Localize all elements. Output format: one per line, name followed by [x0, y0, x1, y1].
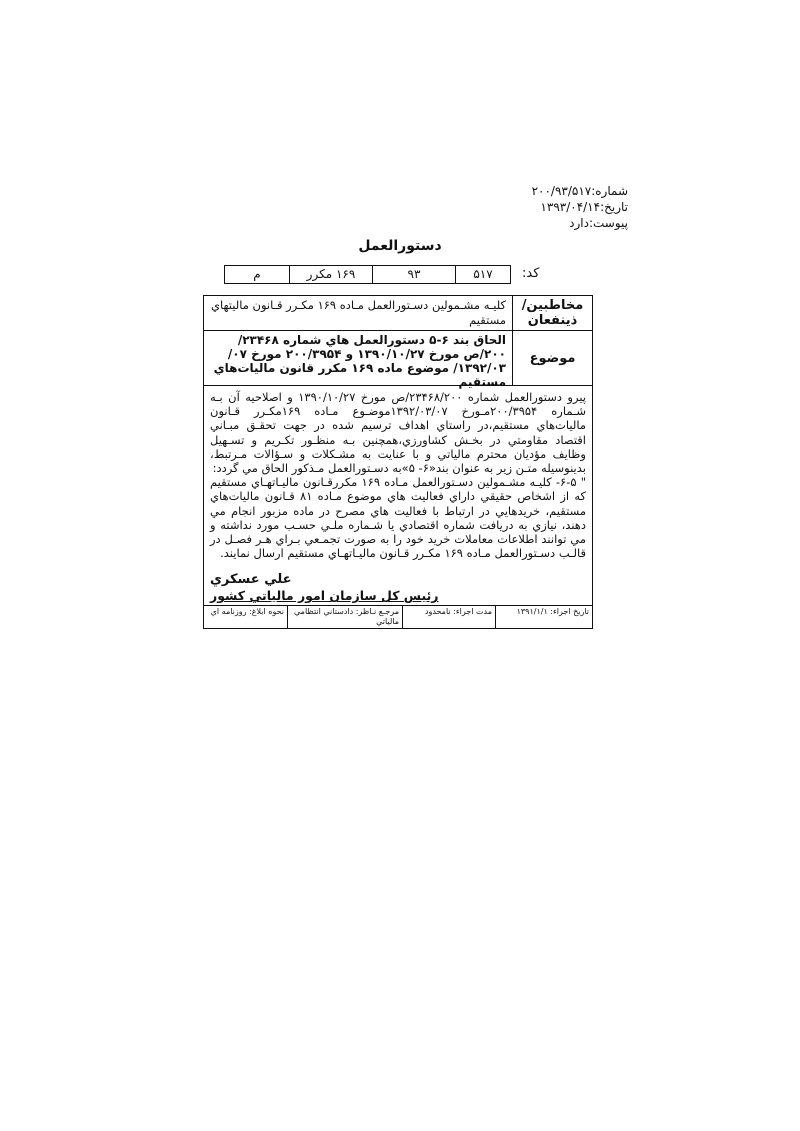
letter-attachment-label: پيوست: — [588, 216, 628, 230]
recipients-row — [204, 296, 592, 331]
signature-block — [204, 562, 592, 605]
subject-row — [204, 331, 592, 389]
body-paragraph-1: پيرو دستورالعمل شماره ۲۳۴۶۸/۲۰۰/ص مورخ ۱۳۹۰/۱۰/۲۷ و اصلاحيه آن بـه شـماره ۲۰۰/۳۹۵۴مـورخ ۱۳۹۲/۰۳/۰۷موضـوع مـاده ۱۶۹مکـرر قـانون ماليات‌هاي مستقيم،در راستاي اهداف ترسيم شده در جهت تحقـق مبـاني اقتصاد مقاومتي در بخـش کشاورزي،همچنين بـه منظـور تکـريم و تسـهيل وظايف مؤديان محترم مالياتي و با عنايت به مشـکلات و سـؤالات مـرتبط، بدينوسيله متـن زير به عنوان بند«۶- ۵»به دسـتورالعمل مـذکور الحاق مي گردد: — [210, 390, 586, 476]
letter-attachment-value: دارد — [569, 216, 589, 230]
body-text — [204, 386, 592, 562]
code-cell-article: ۱۶۹ مکرر — [289, 266, 372, 283]
letter-number-label: شماره: — [591, 184, 628, 198]
letter-number-value: ۲۰۰/۹۳/۵۱۷ — [531, 184, 592, 198]
letter-number — [532, 183, 628, 199]
signatory-name: علي عسکري — [210, 572, 292, 588]
code-cell-type: م — [253, 267, 261, 281]
document-title: دستورالعمل — [358, 238, 442, 254]
code-cell-year: ۹۳ — [372, 266, 455, 283]
main-table — [203, 295, 593, 629]
footer-reference: مرجـع نـاظر: دادستاني انتظامي مالياتي — [287, 606, 402, 628]
letter-attachment — [569, 215, 628, 231]
subject-label: موضوع — [512, 331, 592, 385]
recipients-label: مخاطبين/ ذينفعان — [512, 296, 592, 330]
footer-exec-date: تاريخ اجراء: ۱۳۹۱/۱/۱ — [495, 606, 592, 628]
letter-date-label: تاريخ: — [600, 200, 628, 214]
letter-date-value: ۱۳۹۳/۰۴/۱۴ — [540, 200, 601, 214]
signatory-role: رئيس کل سازمان امور مالياتي کشور — [210, 588, 439, 604]
letter-date — [540, 199, 628, 215]
code-table — [224, 265, 511, 284]
body-paragraph-2: " ۶-۵- کليـه مشـمولين دسـتورالعمل مـاده ۱۶۹ مکررقـانون ماليـاتهـاي مستقيم که از اشخاص حقيقي داراي فعاليت هاي موضوع مـاده ۸۱ قـانون ماليات‌هاي مستقيم، خريدهايي در ارتباط با فعاليت هاي مصرح در ماده مزبور انجام مي دهند، نيازي به دريافت شماره اقتصادي يا شـماره ملـي حسـب مورد نداشته و مي توانند اطلاعات معاملات خريد خود را به صورت تجمـعي بـراي هـر فصـل در قالـب دسـتورالعمل مـاده ۱۶۹ مکـرر قـانون ماليـاتهـاي مستقيم ارسال نمايند. — [210, 475, 586, 561]
footer-validity: مدت اجراء: نامحدود — [402, 606, 495, 628]
subject-value: الحاق بند ۶-۵ دستورالعمل هاي شماره ۲۳۴۶۸/ ۲۰۰/ص مورخ ۱۳۹۰/۱۰/۲۷ و ۲۰۰/۳۹۵۴ مورخ ۰۷/ ۱۳۹۲/۰۳/ موضوع ماده ۱۶۹ مکرر قانون ماليات‌هاي مستقيم — [213, 333, 506, 389]
footer-row — [204, 605, 592, 628]
recipients-value: کليـه مشـمولين دسـتورالعمل مـاده ۱۶۹ مکـرر قـانون ماليتهاي مستقيم — [210, 298, 506, 327]
code-label: کد: — [522, 266, 540, 281]
code-cell-number: ۵۱۷ — [455, 266, 510, 283]
footer-notification: نحوه ابلاغ: روزنامه اي — [210, 607, 284, 617]
